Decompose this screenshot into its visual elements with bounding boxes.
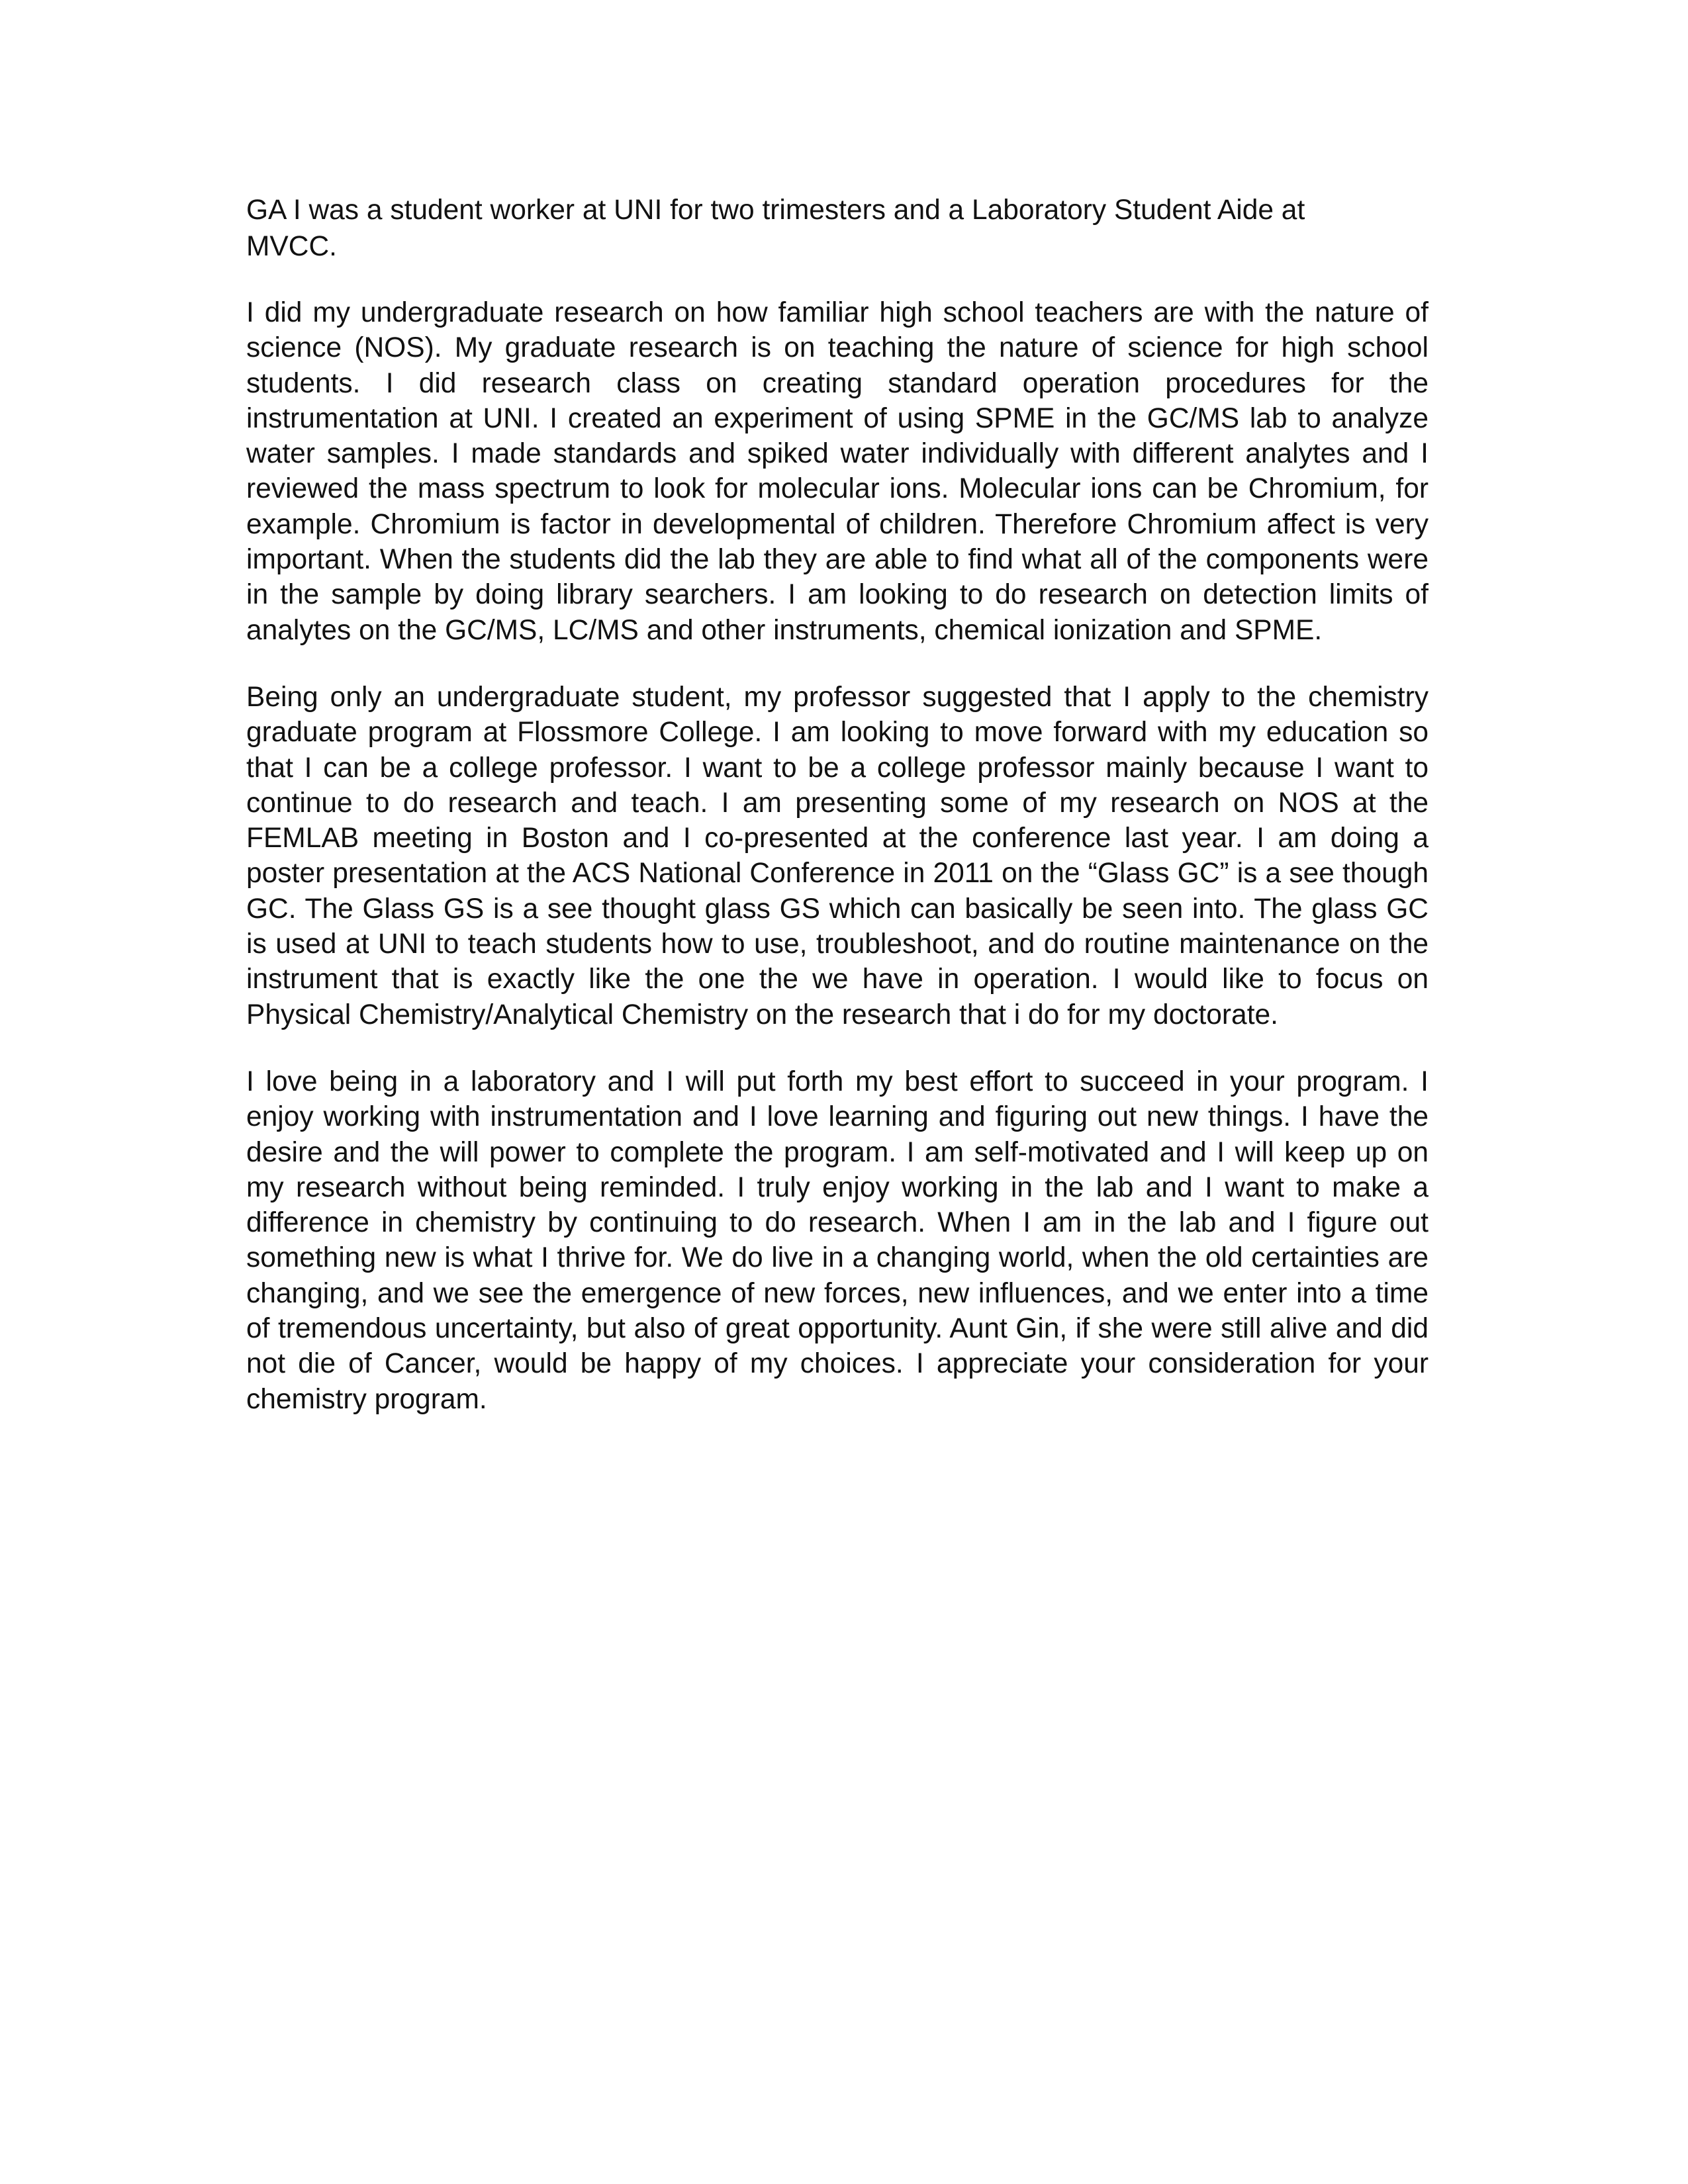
- paragraph-goals: Being only an undergraduate student, my professor suggested that I apply to the chemistry graduate program at Flossmore College. I am looking to move forward with my education so that I can be a college professor. I want to be a college professor mainly because I want to continue to do research and teach. I am presenting some of my research on NOS at the FEMLAB meeting in Boston and I co-presented at the conference last year. I am doing a poster presentation at the ACS National Conference in 2011 on the “Glass GC” is a see though GC. The Glass GS is a see thought glass GS which can basically be seen into. The glass GC is used at UNI to teach students how to use, troubleshoot, and do routine maintenance on the instrument that is exactly like the one the we have in operation. I would like to focus on Physical Chemistry/Analytical Chemistry on the research that i do for my doctorate.: [246, 681, 1429, 1030]
- document-body: [246, 192, 1429, 1449]
- paragraph-intro: GA I was a student worker at UNI for two trimesters and a Laboratory Student Aide at MVCC.: [246, 195, 1305, 262]
- paragraph-research: I did my undergraduate research on how familiar high school teachers are with the nature of science (NOS). My graduate research is on teaching the nature of science for high school students. I did research class on creating standard operation procedures for the instrumentation at UNI. I created an experiment of using SPME in the GC/MS lab to analyze water samples. I made standards and spiked water individually with different analytes and I reviewed the mass spectrum to look for molecular ions. Molecular ions can be Chromium, for example. Chromium is factor in developmental of children. Therefore Chromium affect is very important. When the students did the lab they are able to find what all of the components were in the sample by doing library searchers. I am looking to do research on detection limits of analytes on the GC/MS, LC/MS and other instruments, chemical ionization and SPME.: [246, 297, 1429, 646]
- paragraph-closing: I love being in a laboratory and I will put forth my best effort to succeed in your program. I enjoy working with instrumentation and I love learning and figuring out new things. I have the desire and the will power to complete the program. I am self-motivated and I will keep up on my research without being reminded. I truly enjoy working in the lab and I want to make a difference in chemistry by continuing to do research. When I am in the lab and I figure out something new is what I thrive for. We do live in a changing world, when the old certainties are changing, and we see the emergence of new forces, new influences, and we enter into a time of tremendous uncertainty, but also of great opportunity. Aunt Gin, if she were still alive and did not die of Cancer, would be happy of my choices. I appreciate your consideration for your chemistry program.: [246, 1066, 1429, 1415]
